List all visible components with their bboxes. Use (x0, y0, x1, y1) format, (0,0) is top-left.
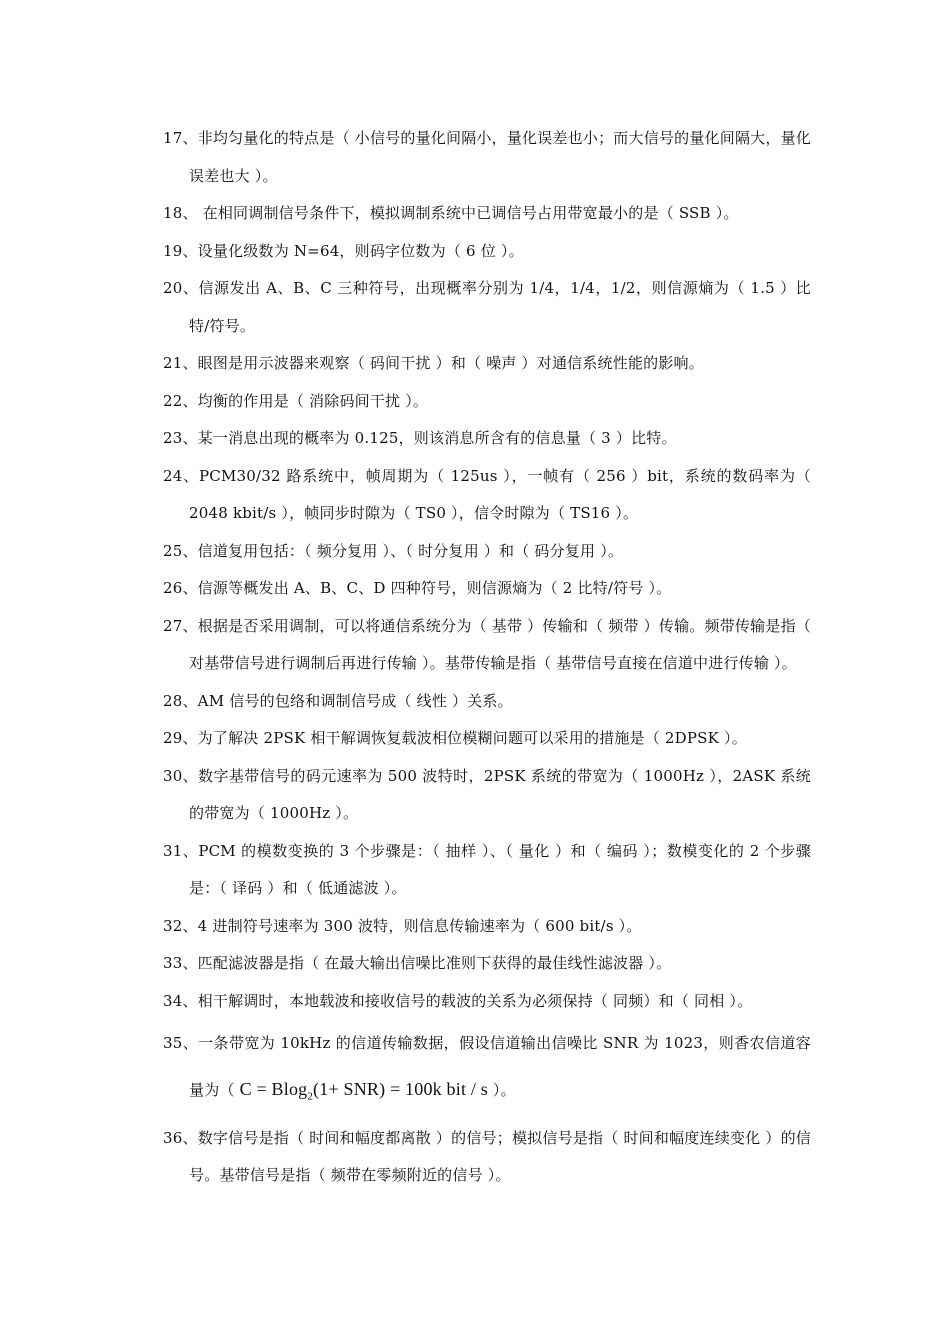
question-35 (163, 1020, 811, 1120)
question-31: 31、PCM 的模数变换的 3 个步骤是：（ 抽样 ）、（ 量化 ）和（ 编码 ）；数模变化的 2 个步骤是：（ 译码 ）和（ 低通滤波 ）。 (163, 841, 811, 897)
question-30: 30、数字基带信号的码元速率为 500 波特时，2PSK 系统的带宽为（ 1000Hz ），2ASK 系统的带宽为（ 1000Hz ）。 (163, 766, 811, 822)
question-18: 18、 在相同调制信号条件下，模拟调制系统中已调信号占用带宽最小的是（ SSB ）。 (163, 204, 739, 222)
question-35-closing: ）。 (487, 1081, 516, 1099)
question-26: 26、信源等概发出 A、B、C、D 四种符号，则信源熵为（ 2 比特/符号 ）。 (163, 579, 672, 597)
question-20: 20、信源发出 A、B、C 三种符号，出现概率分别为 1/4，1/4，1/2，则信源熵为（ 1.5 ）比特/符号。 (163, 279, 811, 335)
question-17: 17、非均匀量化的特点是（ 小信号的量化间隔小，量化误差也小；而大信号的量化间隔大，量化误差也大 ）。 (163, 129, 811, 185)
question-27: 27、根据是否采用调制，可以将通信系统分为（ 基带 ）传输和（ 频带 ）传输。频带传输是指（ 对基带信号进行调制后再进行传输 ）。基带传输是指（ 基带信号直接在信道中进行传输 ）。 (163, 616, 811, 672)
question-34: 34、相干解调时，本地载波和接收信号的载波的关系为必须保持（ 同频）和（ 同相 ）。 (163, 991, 753, 1010)
question-32: 32、4 进制符号速率为 300 波特，则信息传输速率为（ 600 bit/s ）。 (163, 916, 642, 935)
formula-subscript: 2 (307, 1090, 314, 1103)
question-21: 21、眼图是用示波器来观察（ 码间干扰 ）和（ 噪声 ）对通信系统性能的影响。 (163, 354, 704, 372)
formula-part-a: C = Blog (239, 1079, 308, 1099)
question-24: 24、PCM30/32 路系统中，帧周期为（ 125us ），一帧有（ 256 ）bit，系统的数码率为（ 2048 kbit/s ），帧同步时隙为（ TS0 ），信令时隙为（ TS16 ）。 (163, 466, 811, 522)
question-36: 36、数字信号是指（ 时间和幅度都离散 ）的信号；模拟信号是指（ 时间和幅度连续变化 ）的信号。基带信号是指（ 频带在零频附近的信号 ）。 (163, 1128, 811, 1185)
shannon-capacity-formula (239, 1079, 488, 1103)
question-22: 22、均衡的作用是（ 消除码间干扰 ）。 (163, 391, 429, 410)
question-29: 29、为了解决 2PSK 相干解调恢复载波相位模糊问题可以采用的措施是（ 2DPSK ）。 (163, 729, 747, 747)
question-35-text: 35、一条带宽为 10kHz 的信道传输数据，假设信道输出信噪比 SNR 为 1023，则香农信道容量为（ (163, 1034, 811, 1099)
question-25: 25、信道复用包括：（ 频分复用 ）、（ 时分复用 ）和（ 码分复用 ）。 (163, 541, 624, 560)
question-19: 19、设量化级数为 N=64，则码字位数为（ 6 位 ）。 (163, 241, 524, 260)
question-28: 28、AM 信号的包络和调制信号成（ 线性 ）关系。 (163, 691, 513, 710)
question-33: 33、匹配滤波器是指（ 在最大输出信噪比准则下获得的最佳线性滤波器 ）。 (163, 954, 672, 972)
question-list (163, 120, 811, 1195)
question-23: 23、某一消息出现的概率为 0.125，则该消息所含有的信息量（ 3 ）比特。 (163, 429, 677, 447)
formula-part-b: (1+ SNR) = 100k bit / s (313, 1079, 488, 1099)
